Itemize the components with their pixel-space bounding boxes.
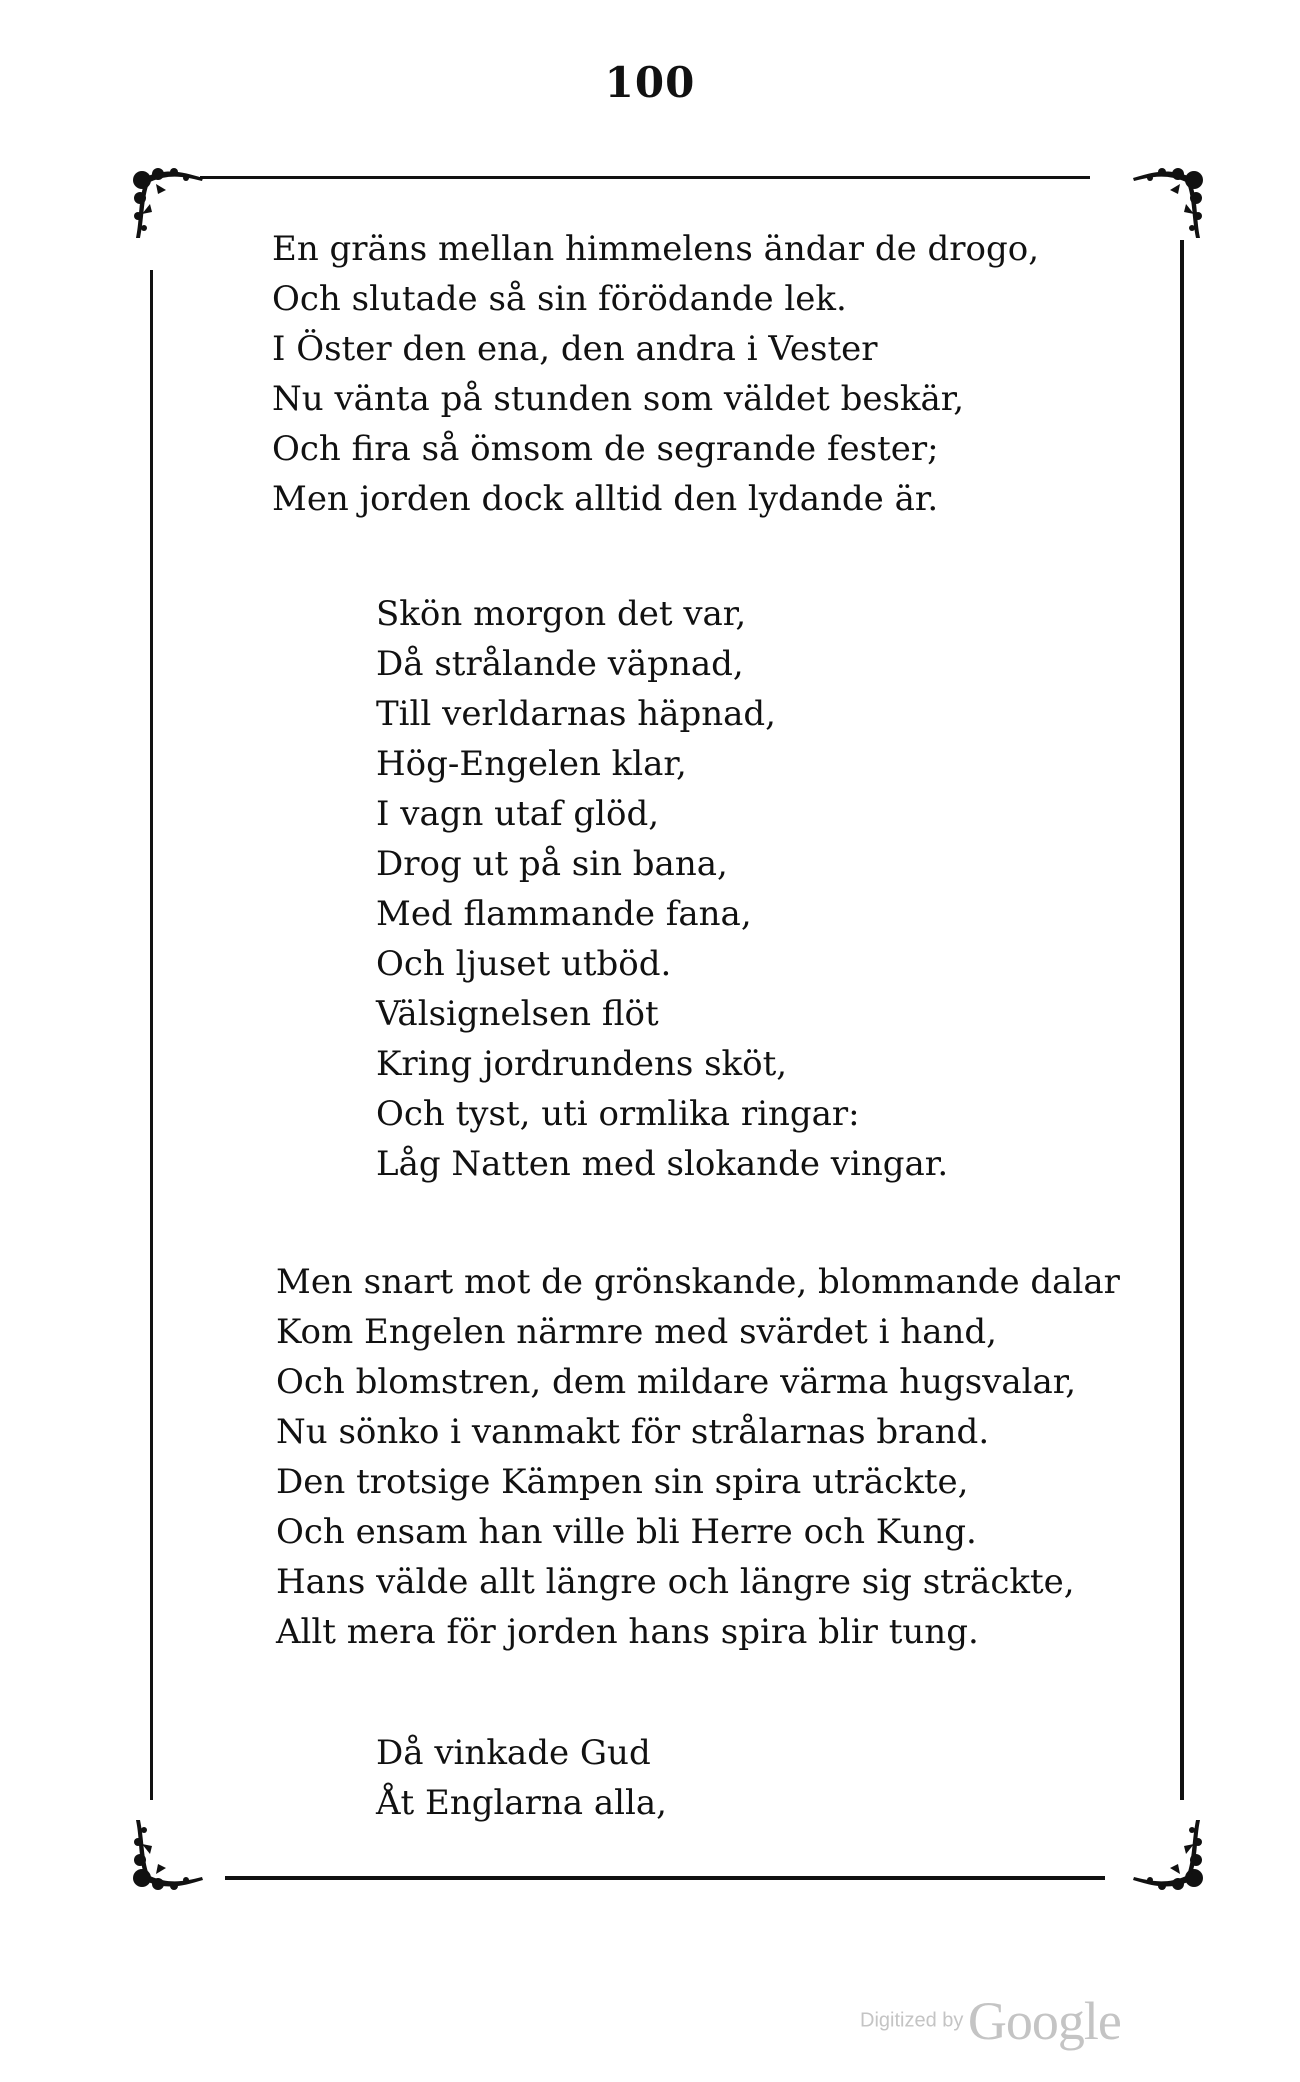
verse-line: Hans välde allt längre och längre sig sträckte, <box>276 1562 1075 1602</box>
verse-line: I Öster den ena, den andra i Vester <box>272 329 878 369</box>
page-number: 100 <box>604 58 696 107</box>
verse-line: Nu sönko i vanmakt för strålarnas brand. <box>276 1412 990 1452</box>
verse-line: Kring jordrundens sköt, <box>376 1044 788 1084</box>
stanza-2 <box>376 589 948 1189</box>
floral-corner-icon <box>128 1790 238 1900</box>
verse-line: Med flammande fana, <box>376 894 752 934</box>
verse-line: Välsignelsen flöt <box>376 994 659 1034</box>
frame-right-rule <box>1180 240 1184 1800</box>
verse-line: Och ensam han ville bli Herre och Kung. <box>276 1512 977 1552</box>
stanza-4 <box>376 1728 667 1828</box>
verse-line: Och ljuset utböd. <box>376 944 672 984</box>
verse-line: Låg Natten med slokande vingar. <box>376 1144 949 1184</box>
stanza-3 <box>276 1257 1120 1657</box>
verse-line: Och blomstren, dem mildare värma hugsvalar, <box>276 1362 1077 1402</box>
verse-line: Kom Engelen närmre med svärdet i hand, <box>276 1312 997 1352</box>
floral-corner-icon <box>1098 158 1208 268</box>
verse-line: Och tyst, uti ormlika ringar: <box>376 1094 860 1134</box>
verse-line: Hög-Engelen klar, <box>376 744 687 784</box>
verse-line: Och fira så ömsom de segrande fester; <box>272 429 939 469</box>
verse-line: Skön morgon det var, <box>376 594 747 634</box>
frame-bottom-rule <box>225 1876 1105 1880</box>
verse-line: Åt Englarna alla, <box>376 1783 667 1823</box>
watermark-prefix: Digitized by <box>860 2009 964 2032</box>
google-logo: Google <box>967 1991 1121 2051</box>
floral-corner-icon <box>1098 1790 1208 1900</box>
verse-line: Den trotsige Kämpen sin spira uträckte, <box>276 1462 969 1502</box>
floral-corner-icon <box>128 158 238 268</box>
verse-line: Men jorden dock alltid den lydande är. <box>272 479 939 519</box>
stanza-1 <box>272 224 1039 524</box>
verse-line: Då vinkade Gud <box>376 1733 651 1773</box>
digitized-watermark <box>860 1990 1121 2052</box>
frame-left-rule <box>150 270 153 1800</box>
verse-line: I vagn utaf glöd, <box>376 794 660 834</box>
verse-line: Allt mera för jorden hans spira blir tung. <box>276 1612 979 1652</box>
verse-line: Då strålande väpnad, <box>376 644 744 684</box>
verse-line: Drog ut på sin bana, <box>376 844 728 884</box>
verse-line: Till verldarnas häpnad, <box>376 694 776 734</box>
verse-line: Och slutade så sin förödande lek. <box>272 279 847 319</box>
verse-line: En gräns mellan himmelens ändar de drogo, <box>272 229 1040 269</box>
frame-top-rule <box>200 176 1090 179</box>
verse-line: Men snart mot de grönskande, blommande dalar <box>276 1262 1120 1302</box>
verse-line: Nu vänta på stunden som väldet beskär, <box>272 379 965 419</box>
